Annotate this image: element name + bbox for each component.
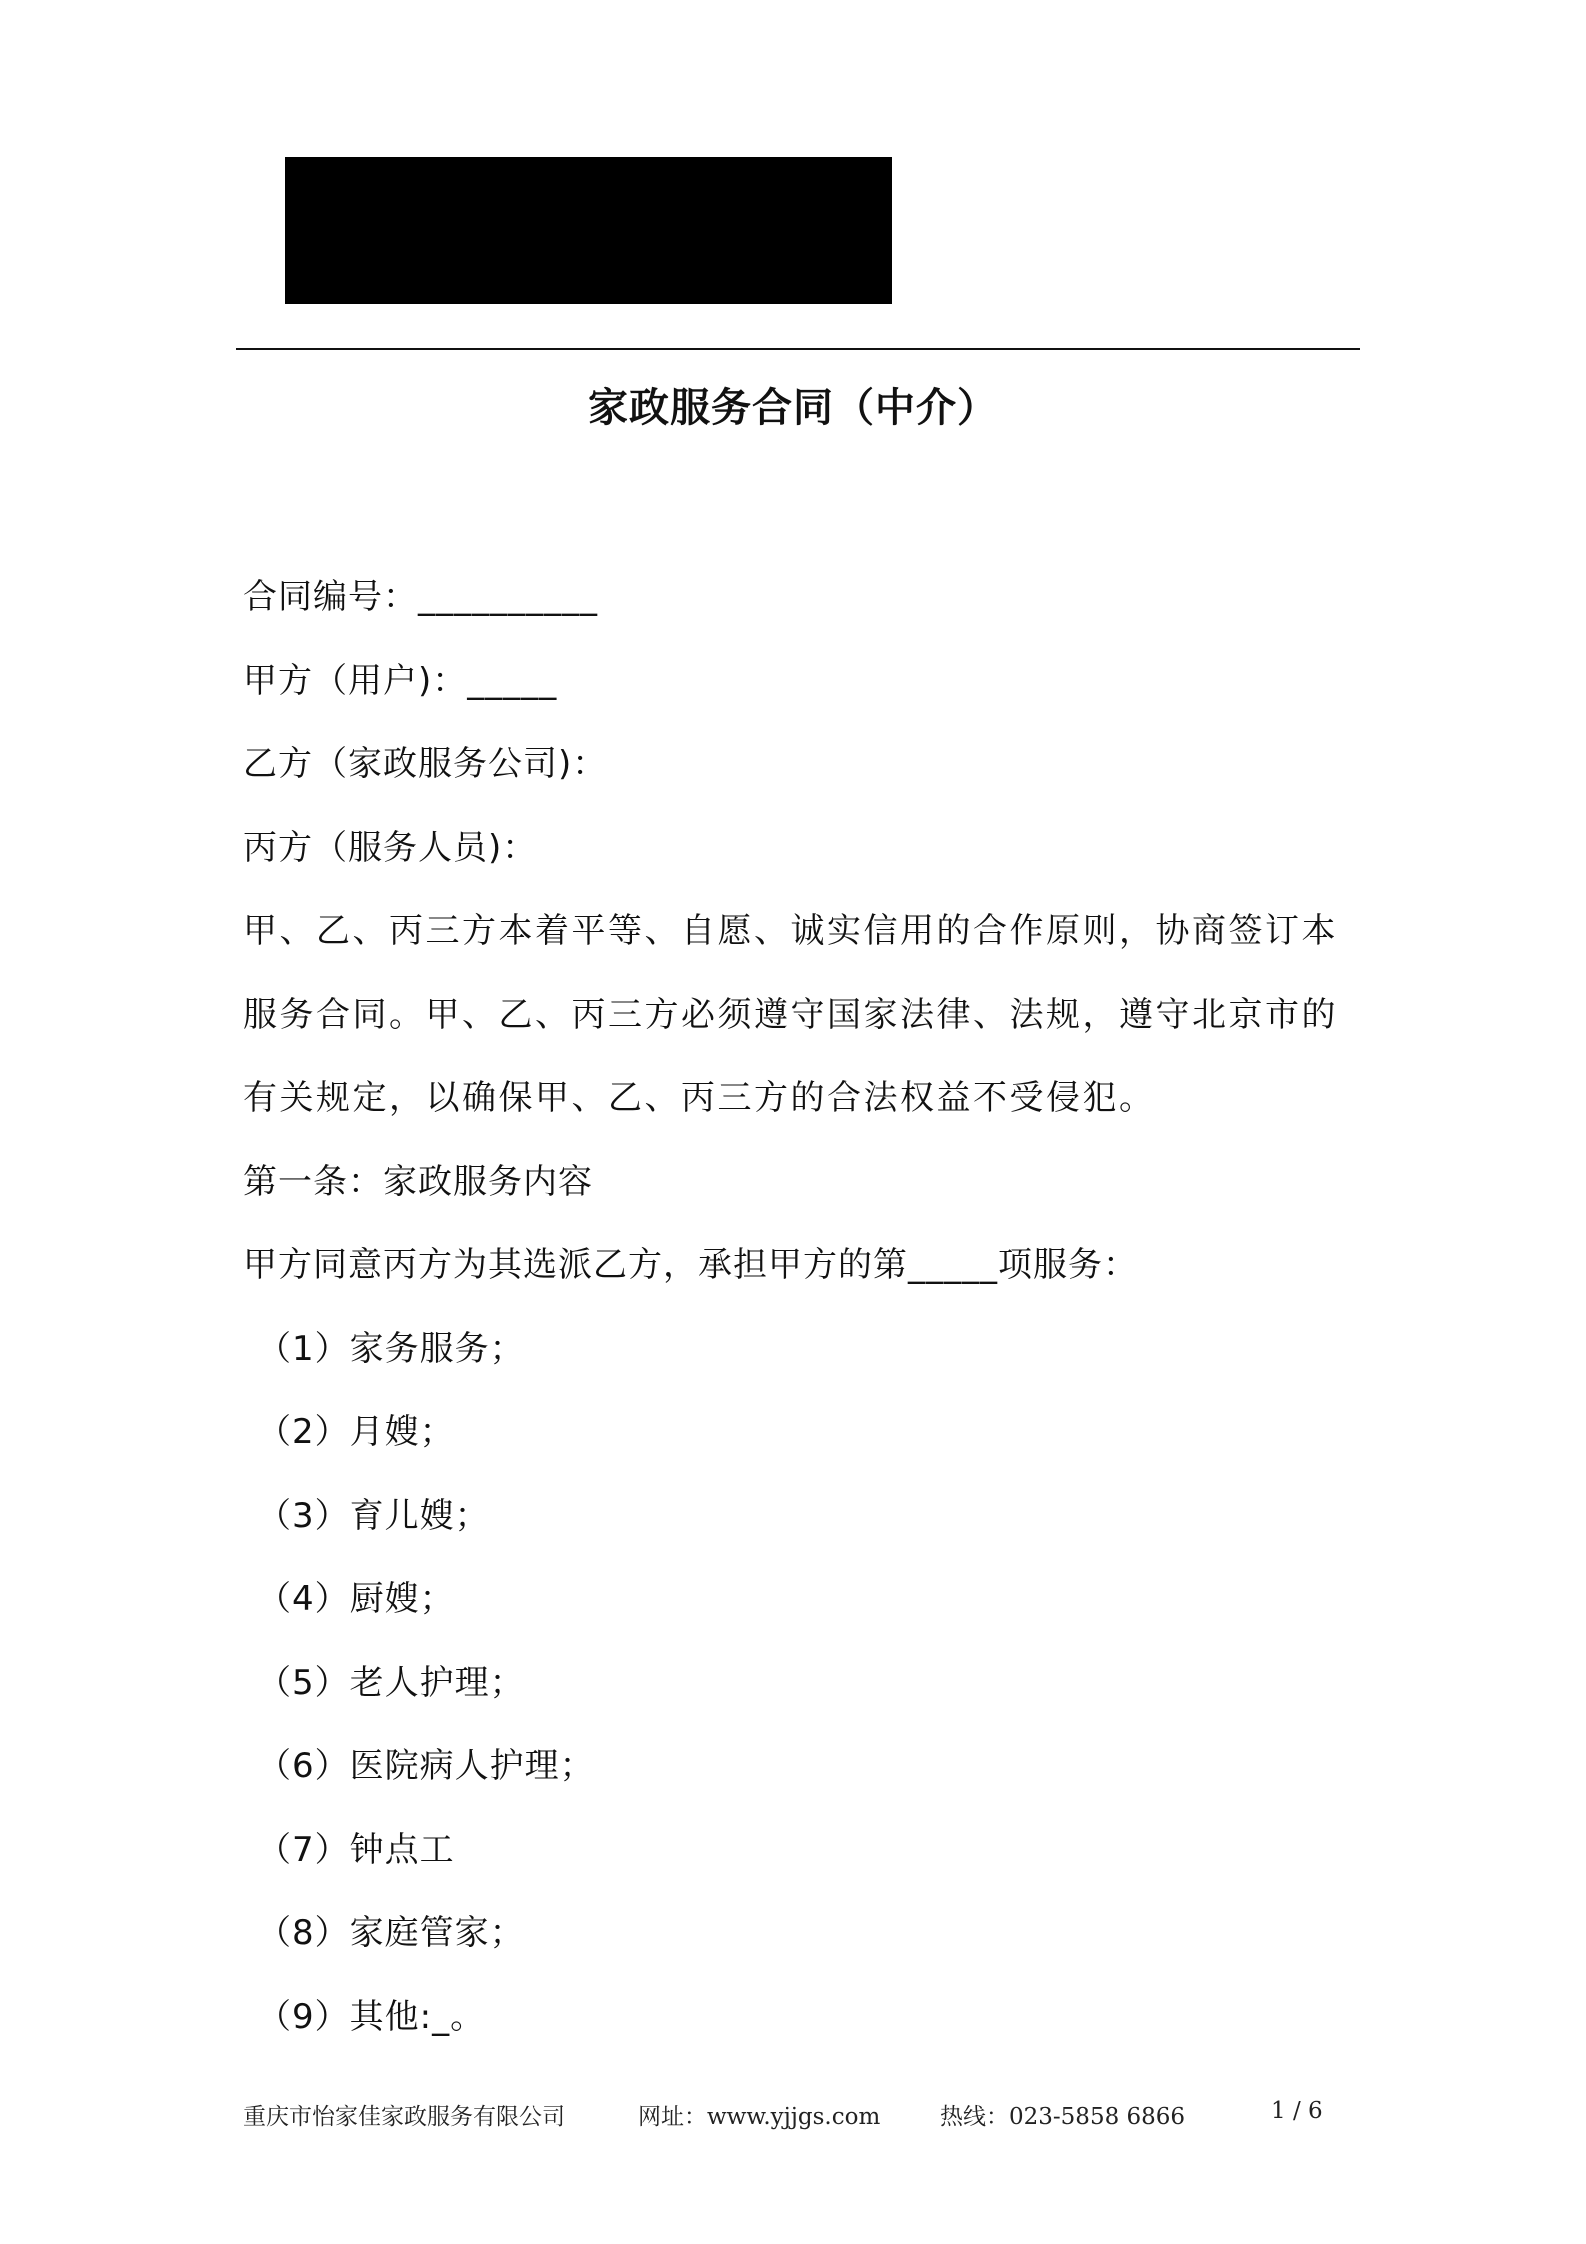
service-item: （8）家庭管家；	[257, 1913, 525, 1953]
party-c-line: 丙方（服务人员)：	[243, 827, 538, 868]
document-title: 家政服务合同（中介）	[588, 385, 998, 431]
service-item: （6）医院病人护理；	[257, 1746, 595, 1786]
footer-page-number: 1 / 6	[1271, 2098, 1323, 2124]
party-a-line: 甲方（用户)：_____	[243, 660, 558, 701]
header-divider	[236, 348, 1360, 350]
page-footer	[243, 2098, 1358, 2138]
service-item: （1）家务服务；	[257, 1328, 525, 1369]
document-body	[243, 556, 1358, 2059]
article-1-intro: 甲方同意丙方为其选派乙方，承担甲方的第_____项服务：	[243, 1245, 1138, 1285]
service-item: （5）老人护理；	[257, 1662, 525, 1703]
service-item: （2）月嫂；	[257, 1412, 455, 1452]
service-item: （3）育儿嫂；	[257, 1495, 490, 1536]
footer-company: 重庆市怡家佳家政服务有限公司	[243, 2104, 565, 2130]
service-item: （7）钟点工	[257, 1829, 455, 1870]
contract-number-line: 合同编号：__________	[243, 577, 598, 617]
redacted-logo-block	[285, 157, 892, 304]
service-item: （9）其他:_。	[257, 1996, 486, 2037]
preamble-paragraph: 甲、乙、丙三方本着平等、自愿、诚实信用的合作原则，协商签订本服务合同。甲、乙、丙三方必须遵守国家法律、法规，遵守北京市的有关规定，以确保甲、乙、丙三方的合法权益不受侵犯。	[243, 911, 1338, 1118]
service-item: （4）厨嫂；	[257, 1579, 455, 1619]
footer-hotline: 热线：023-5858 6866	[940, 2104, 1186, 2130]
article-1-heading: 第一条：家政服务内容	[243, 1161, 593, 1202]
footer-website: 网址：www.yjjgs.com	[638, 2104, 881, 2130]
party-b-line: 乙方（家政服务公司)：	[243, 744, 608, 784]
